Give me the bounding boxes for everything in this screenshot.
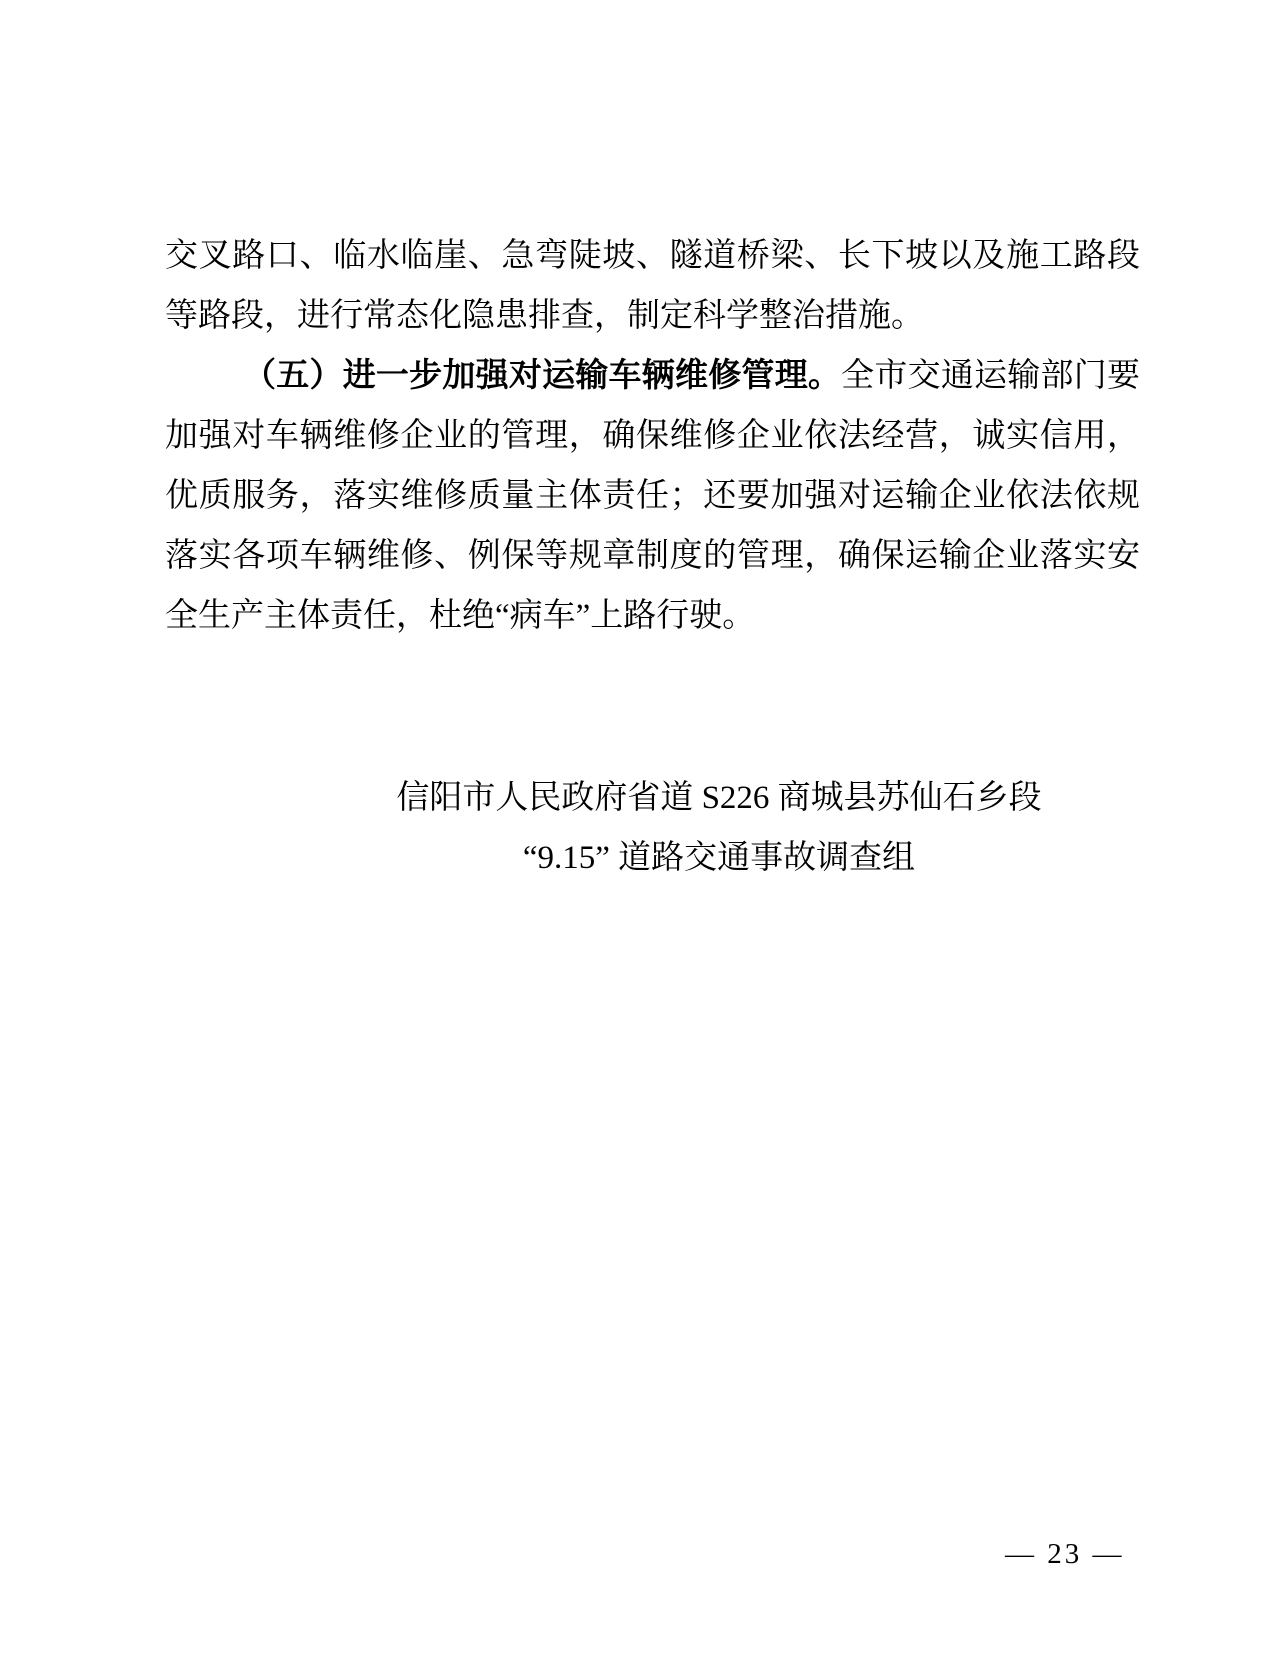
body-line-2: 等路段，进行常态化隐患排查，制定科学整治措施。 bbox=[165, 298, 924, 334]
body-line-1: 交叉路口、临水临崖、急弯陡坡、隧道桥梁、长下坡以及施工路段 bbox=[165, 238, 1140, 274]
body-line-5: 优质服务，落实维修质量主体责任；还要加强对运输企业依法依规 bbox=[165, 478, 1140, 514]
signature-block bbox=[388, 768, 1050, 888]
signature-org-line: 信阳市人民政府省道 S226 商城县苏仙石乡段 bbox=[396, 780, 1042, 816]
body-line-3 bbox=[165, 346, 1140, 406]
body-line-6: 落实各项车辆维修、例保等规章制度的管理，确保运输企业落实安 bbox=[165, 538, 1140, 574]
signature-group-line: “9.15” 道路交通事故调查组 bbox=[522, 840, 916, 876]
page-number: — 23 — bbox=[1005, 1538, 1125, 1570]
body-line-7: 全生产主体责任，杜绝“病车”上路行驶。 bbox=[165, 598, 756, 634]
body-line-3-rest: 全市交通运输部门要 bbox=[841, 358, 1140, 394]
body-line-4: 加强对车辆维修企业的管理，确保维修企业依法经营，诚实信用， bbox=[165, 418, 1140, 454]
body-text-block bbox=[165, 226, 1140, 646]
section-heading-bold: （五）进一步加强对运输车辆维修管理。 bbox=[243, 358, 842, 394]
